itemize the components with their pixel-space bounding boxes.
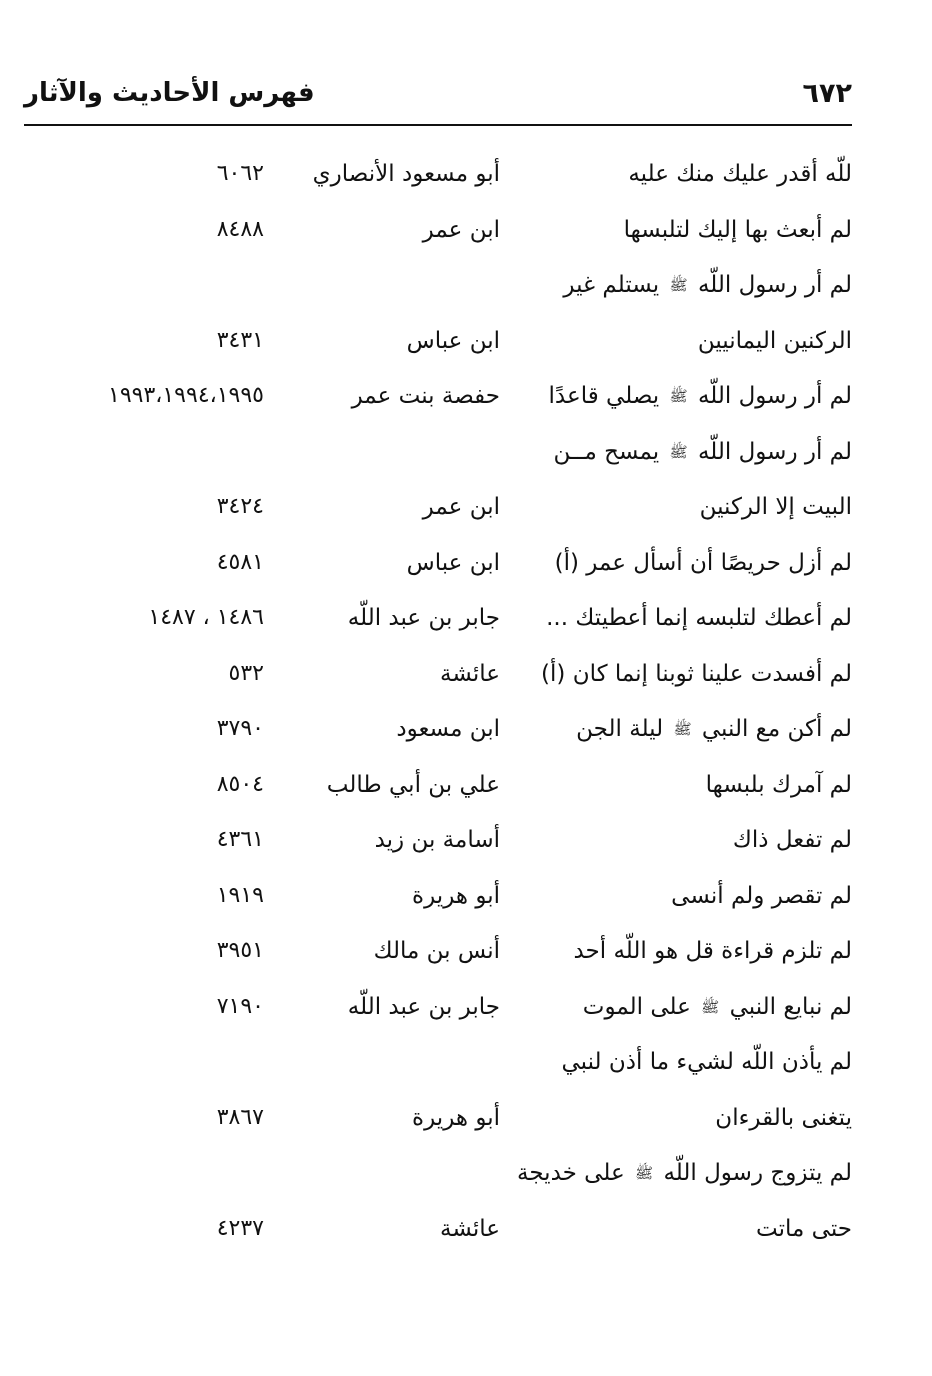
- index-entry: [0, 646, 932, 702]
- hadith-text: لم يأذن اللّه لشيء ما أذن لنبي: [561, 1049, 852, 1075]
- hadith-text: لم أبعث بها إليك لتلبسها: [623, 216, 852, 243]
- hadith-number: ٥٣٢: [228, 660, 264, 686]
- hadith-number: ٤٥٨١: [216, 549, 264, 575]
- hadith-text: [563, 265, 852, 305]
- index-entry: [0, 1201, 932, 1257]
- page-number: ٦٧٢: [802, 78, 852, 109]
- hadith-text-part: لم يتزوج رسول اللّه: [663, 1160, 852, 1186]
- index-entry: [0, 1090, 932, 1146]
- index-entry: [0, 479, 932, 535]
- hadith-text: الركنين اليمانيين: [697, 327, 852, 354]
- hadith-text-part: يمسح مــن: [553, 438, 660, 465]
- salawat-honorific: ﷺ: [673, 720, 692, 738]
- index-entry: [0, 812, 932, 868]
- hadith-text-part: لم أر رسول اللّه: [697, 438, 852, 465]
- hadith-number: ٣٨٦٧: [216, 1104, 264, 1130]
- page-title: فهرس الأحاديث والآثار: [24, 78, 315, 108]
- hadith-text: [554, 432, 853, 472]
- hadith-index-list: [0, 146, 932, 1256]
- index-entry: [0, 146, 932, 202]
- index-entry: [0, 590, 932, 646]
- hadith-number: ٣٩٥١: [216, 938, 264, 963]
- narrator: ابن عباس: [406, 327, 500, 354]
- hadith-number: ١٩٩٣،١٩٩٤،١٩٩٥: [108, 383, 264, 408]
- hadith-text: [576, 709, 852, 749]
- hadith-number: ٣٧٩٠: [216, 716, 264, 741]
- narrator: أسامة بن زيد: [374, 827, 500, 853]
- narrator: عائشة: [440, 660, 500, 687]
- hadith-text: يتغنى بالقرءان: [715, 1104, 852, 1131]
- index-entry: [0, 313, 932, 369]
- hadith-text: لم تلزم قراءة قل هو اللّه أحد: [573, 938, 852, 964]
- hadith-number: ٧١٩٠: [216, 993, 264, 1019]
- page-header: [24, 72, 852, 120]
- hadith-number: ١٩١٩: [216, 882, 264, 908]
- salawat-honorific: ﷺ: [669, 276, 688, 294]
- hadith-text: لم آمرك بلبسها: [705, 771, 852, 798]
- narrator: أبو هريرة: [412, 882, 500, 909]
- index-entry: [0, 368, 932, 424]
- hadith-text-part: على خديجة: [516, 1160, 625, 1186]
- hadith-text: [549, 376, 852, 416]
- hadith-text-part: على الموت: [582, 993, 691, 1020]
- index-entry: [0, 424, 932, 480]
- header-rule: [24, 124, 852, 126]
- hadith-number: ٣٤٢٤: [216, 494, 264, 519]
- index-entry: [0, 757, 932, 813]
- hadith-number: ٦٠٦٢: [216, 161, 264, 186]
- hadith-number: ٨٤٨٨: [216, 216, 264, 242]
- salawat-honorific: ﷺ: [635, 1164, 654, 1182]
- narrator: ابن عباس: [406, 549, 500, 576]
- narrator: ابن عمر: [422, 216, 500, 243]
- hadith-text-part: ليلة الجن: [576, 716, 664, 742]
- hadith-text-part: لم نبايع النبي: [729, 993, 852, 1020]
- narrator: علي بن أبي طالب: [326, 771, 500, 798]
- hadith-text: لم أفسدت علينا ثوبنا إنما كان (أ): [541, 660, 852, 687]
- hadith-number: ٣٤٣١: [216, 327, 264, 353]
- narrator: ابن مسعود: [396, 716, 500, 742]
- index-entry: [0, 1034, 932, 1090]
- index-entry: [0, 868, 932, 924]
- hadith-text: [583, 987, 852, 1027]
- narrator: ابن عمر: [422, 494, 500, 520]
- hadith-number: ٤٣٦١: [216, 827, 264, 852]
- salawat-honorific: ﷺ: [669, 387, 688, 405]
- hadith-text-part: لم أر رسول اللّه: [697, 383, 852, 409]
- index-entry: [0, 1145, 932, 1201]
- index-entry: [0, 257, 932, 313]
- narrator: جابر بن عبد اللّه: [347, 993, 500, 1020]
- hadith-text: للّه أقدر عليك منك عليه: [628, 161, 852, 187]
- narrator: أنس بن مالك: [373, 938, 500, 964]
- hadith-text: لم تفعل ذاك: [732, 827, 852, 853]
- index-entry: [0, 535, 932, 591]
- hadith-text: لم تقصر ولم أنسى: [671, 882, 852, 909]
- hadith-text-part: لم أر رسول اللّه: [697, 272, 852, 298]
- hadith-number: ٨٥٠٤: [216, 771, 264, 797]
- hadith-text-part: لم أكن مع النبي: [701, 716, 852, 742]
- narrator: جابر بن عبد اللّه: [347, 605, 500, 631]
- hadith-number: ٤٢٣٧: [216, 1215, 264, 1241]
- hadith-text: لم أزل حريصًا أن أسأل عمر (أ): [554, 549, 852, 576]
- index-entry: [0, 701, 932, 757]
- hadith-text: حتى ماتت: [756, 1215, 852, 1242]
- salawat-honorific: ﷺ: [701, 997, 720, 1016]
- hadith-text: البيت إلا الركنين: [699, 494, 852, 520]
- hadith-text: لم أعطك لتلبسه إنما أعطيتك ...: [546, 605, 852, 631]
- hadith-text-part: يصلي قاعدًا: [548, 383, 660, 409]
- narrator: أبو هريرة: [412, 1104, 500, 1131]
- narrator: أبو مسعود الأنصاري: [312, 161, 500, 187]
- narrator: عائشة: [440, 1215, 500, 1242]
- index-entry: [0, 202, 932, 258]
- narrator: حفصة بنت عمر: [351, 383, 500, 409]
- salawat-honorific: ﷺ: [669, 442, 688, 461]
- hadith-number: ١٤٨٦ ، ١٤٨٧: [148, 605, 264, 630]
- hadith-text-part: يستلم غير: [563, 272, 660, 298]
- index-entry: [0, 979, 932, 1035]
- hadith-text: [517, 1153, 852, 1193]
- index-entry: [0, 923, 932, 979]
